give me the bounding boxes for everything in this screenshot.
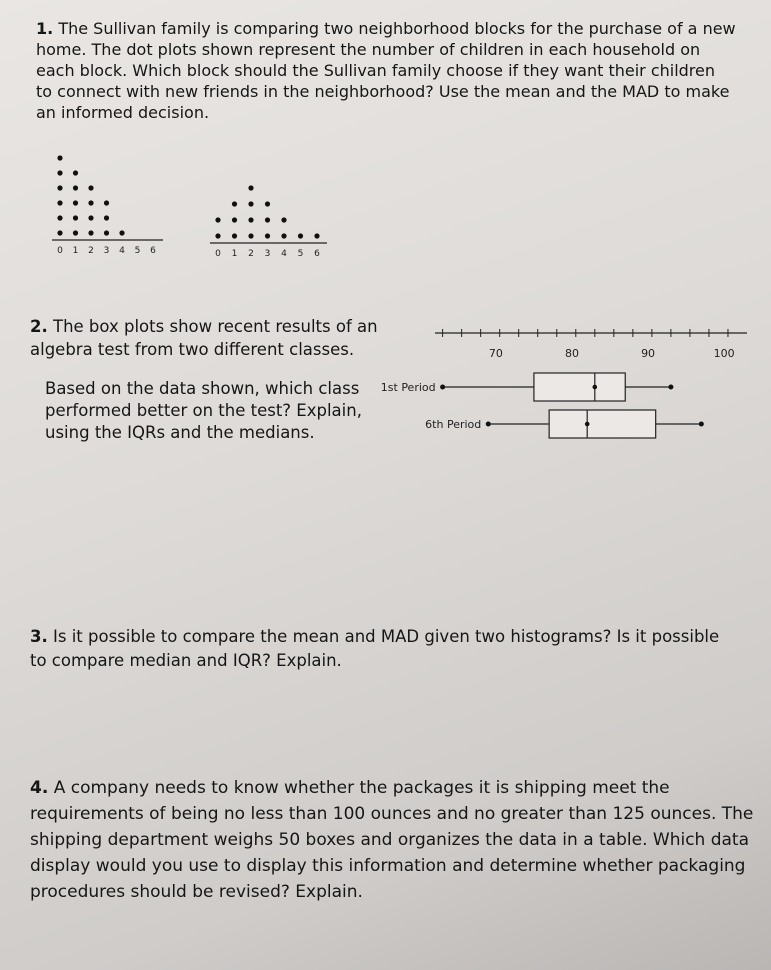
question-1-text: The Sullivan family is comparing two neighborhood blocks for the purchase of a new home. The dot plots shown represent the number of children in each household on each block. Which block should the Sullivan family choose if they want their children to connect with new friends in the neighborhood? Use the mean and the MAD to make an informed decision. [36, 19, 736, 122]
dot-plot-dot [88, 215, 93, 220]
dot-plot-dot [73, 200, 78, 205]
dot-plot-dot [232, 233, 237, 238]
dot-plot-dot [73, 215, 78, 220]
dot-plot-tick-label: 1 [72, 246, 79, 256]
dot-plot-dot [248, 233, 253, 238]
question-2 [30, 315, 390, 361]
dot-plot-dot [281, 217, 286, 222]
dot-plot-tick-label: 4 [281, 249, 287, 259]
dot-plot-dot [57, 155, 62, 160]
box-plot-tick-label: 90 [641, 347, 656, 360]
box-plot-tick-label: 80 [564, 347, 579, 360]
dot-plot-dot [232, 217, 237, 222]
dot-plot-tick-label: 6 [314, 249, 320, 259]
dot-plot-dot [265, 217, 270, 222]
box-plot-series-label: 6th Period [425, 418, 482, 431]
question-4-text: A company needs to know whether the packages it is shipping meet the requirements of being no less than 100 ounces and no greater than 125 ounces. The shipping department weighs 50 boxes and organizes the data in a table. Which data display would you use to display this information and determine whether packaging procedures should be revised? Explain. [30, 778, 754, 902]
dot-plot-dot [119, 230, 124, 235]
question-4 [30, 775, 770, 905]
dot-plot-dot [248, 217, 253, 222]
box-plot-median-dot [593, 385, 598, 390]
box-plot-box [534, 373, 625, 401]
dot-plot-block-a [50, 148, 175, 263]
dot-plot-tick-label: 2 [88, 246, 94, 256]
box-plot-min-point [440, 385, 445, 390]
dot-plot-dot [248, 201, 253, 206]
dot-plot-dot [88, 230, 93, 235]
question-2-followup: Based on the data shown, which class performed better on the test? Explain, using the IQRs and the medians. [45, 379, 362, 442]
box-plot-box [549, 410, 656, 438]
dot-plot-dot [88, 200, 93, 205]
dot-plot-dot [248, 185, 253, 190]
dot-plot-dot [281, 233, 286, 238]
dot-plot-dot [314, 233, 319, 238]
question-4-number: 4. [30, 778, 49, 798]
dot-plot-dot [265, 201, 270, 206]
dot-plot-tick-label: 2 [248, 249, 254, 259]
dot-plot-tick-label: 4 [119, 246, 125, 256]
dot-plot-dot [265, 233, 270, 238]
dot-plot-dot [57, 230, 62, 235]
dot-plot-tick-label: 0 [57, 246, 63, 256]
box-plot-tick-label: 70 [488, 347, 503, 360]
dot-plot-dot [57, 185, 62, 190]
question-3-number: 3. [30, 627, 48, 646]
dot-plot-tick-label: 0 [215, 249, 221, 259]
box-plot-tick-label: 100 [713, 347, 735, 360]
dot-plot-dot [57, 170, 62, 175]
dot-plot-dot [298, 233, 303, 238]
dot-plot-tick-label: 5 [297, 249, 304, 259]
dot-plot-dot [73, 185, 78, 190]
dot-plot-dot [57, 200, 62, 205]
question-1 [36, 18, 736, 123]
dot-plot-dot [104, 230, 109, 235]
box-plot-max-point [668, 385, 673, 390]
question-3 [30, 625, 730, 673]
dot-plot-tick-label: 1 [231, 249, 238, 259]
dot-plot-dot [104, 215, 109, 220]
question-2-text: The box plots show recent results of an algebra test from two different classes. [30, 317, 378, 359]
box-plot-max-point [699, 422, 704, 427]
dot-plot-dot [232, 201, 237, 206]
dot-plot-tick-label: 6 [150, 246, 156, 256]
dot-plot-dot [88, 185, 93, 190]
dot-plot-tick-label: 3 [264, 249, 271, 259]
question-2-number: 2. [30, 317, 48, 336]
dot-plot-dot [104, 200, 109, 205]
dot-plot-tick-label: 3 [103, 246, 110, 256]
dot-plot-dot [73, 230, 78, 235]
dot-plot-dot [73, 170, 78, 175]
dot-plot-tick-label: 5 [134, 246, 141, 256]
box-plot-min-point [486, 422, 491, 427]
question-3-text: Is it possible to compare the mean and MAD given two histograms? Is it possible to compare median and IQR? Explain. [30, 627, 720, 670]
box-plot-median-dot [585, 422, 590, 427]
box-plot-chart [380, 325, 755, 445]
dot-plot-dot [57, 215, 62, 220]
box-plot-series-label: 1st Period [380, 381, 436, 394]
question-1-number: 1. [36, 19, 54, 38]
dot-plot-block-b [206, 165, 336, 265]
dot-plot-dot [215, 217, 220, 222]
dot-plot-dot [215, 233, 220, 238]
